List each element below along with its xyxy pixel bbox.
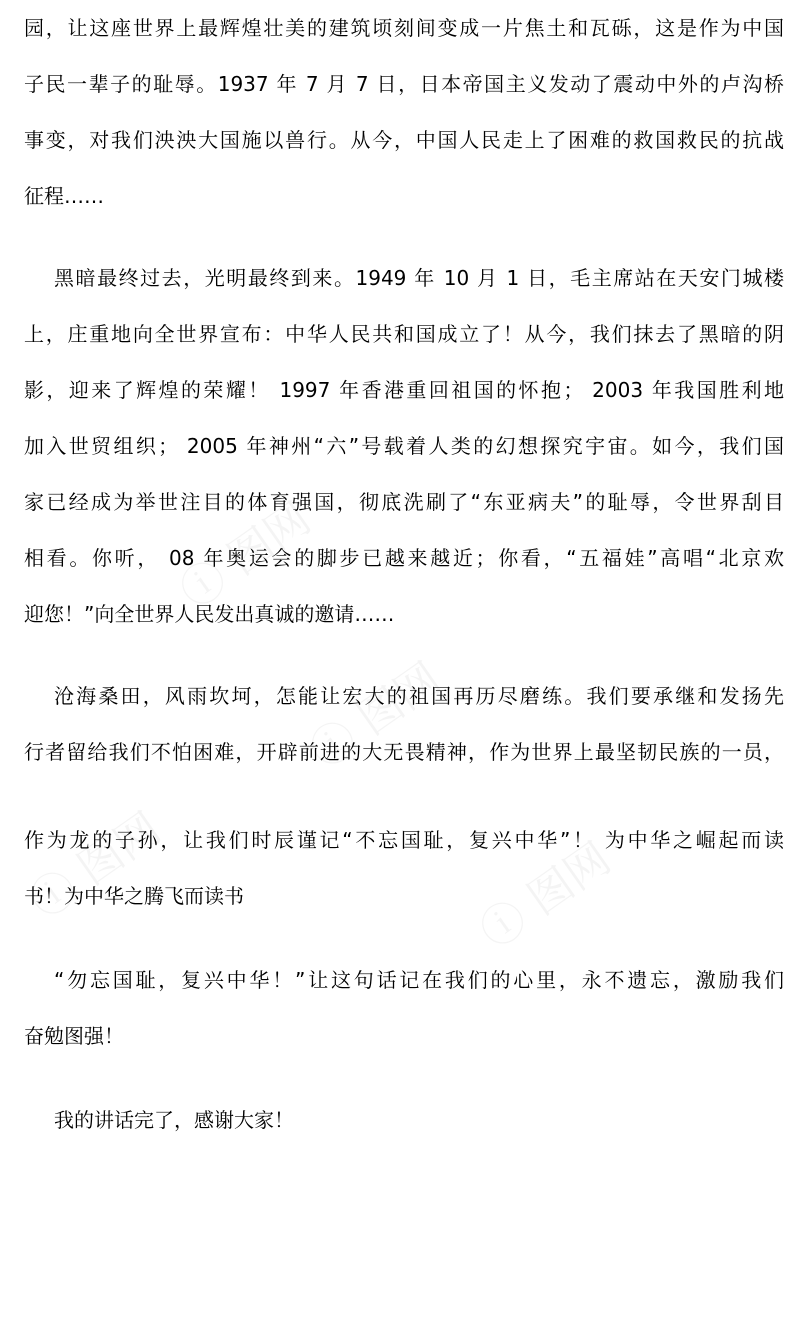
paragraph-line: 家已经成为举世注目的体育强国，彻底洗刷了“东亚病夫”的耻辱，令世界刮目: [24, 490, 784, 514]
paragraph-line: 相看。你听， 08 年奥运会的脚步已越来越近；你看，“五福娃”高唱“北京欢: [24, 546, 784, 570]
paragraph-line: 事变，对我们泱泱大国施以兽行。从今，中国人民走上了困难的救国救民的抗战: [24, 128, 784, 152]
paragraph-line: 黑暗最终过去，光明最终到来。1949 年 10 月 1 日，毛主席站在天安门城楼: [54, 266, 784, 290]
paragraph-line: 园，让这座世界上最辉煌壮美的建筑顷刻间变成一片焦土和瓦砾，这是作为中国: [24, 16, 784, 40]
paragraph-line: 迎您！”向全世界人民发出真诚的邀请……: [24, 602, 395, 626]
paragraph-line: 子民一辈子的耻辱。1937 年 7 月 7 日，日本帝国主义发动了震动中外的卢沟桥: [24, 72, 784, 96]
paragraph-line: 上，庄重地向全世界宣布：中华人民共和国成立了！从今，我们抹去了黑暗的阴: [24, 322, 784, 346]
paragraph-line: “勿忘国耻，复兴中华！”让这句话记在我们的心里，永不遗忘，激励我们: [54, 968, 784, 992]
paragraph-line: 沧海桑田，风雨坎坷，怎能让宏大的祖国再历尽磨练。我们要承继和发扬先: [54, 684, 784, 708]
paragraph-line: 书！为中华之腾飞而读书: [24, 884, 244, 908]
paragraph-line: 加入世贸组织； 2005 年神州“六”号载着人类的幻想探究宇宙。如今，我们国: [24, 434, 784, 458]
paragraph-line: 行者留给我们不怕困难，开辟前进的大无畏精神，作为世界上最坚韧民族的一员，: [24, 740, 784, 764]
paragraph-line: 我的讲话完了，感谢大家！: [54, 1108, 294, 1132]
paragraph-line: 奋勉图强！: [24, 1024, 124, 1048]
paragraph-line: 影，迎来了辉煌的荣耀！ 1997 年香港重回祖国的怀抱； 2003 年我国胜利地: [24, 378, 784, 402]
paragraph-line: 作为龙的子孙，让我们时辰谨记“不忘国耻，复兴中华”！ 为中华之崛起而读: [24, 828, 784, 852]
paragraph-line: 征程……: [24, 184, 104, 208]
